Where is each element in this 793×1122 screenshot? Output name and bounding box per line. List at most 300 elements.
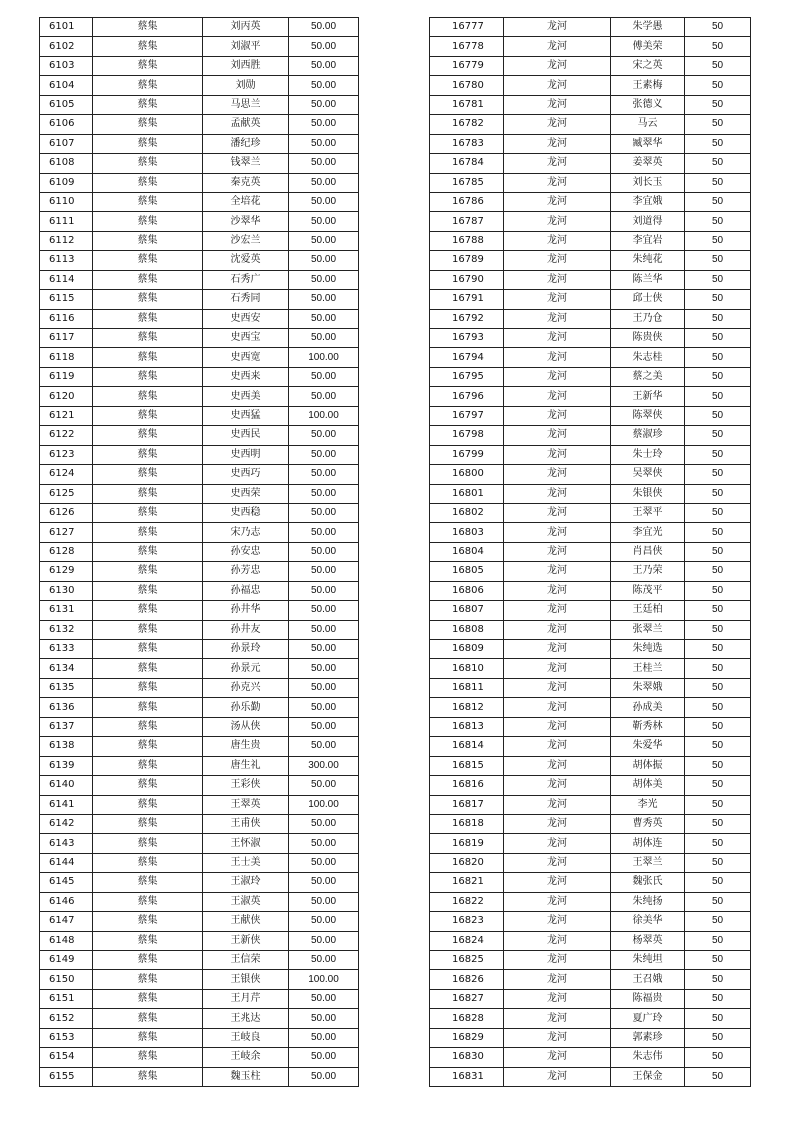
amount-cell: 50.00 [289, 231, 359, 250]
village-cell: 蔡集 [93, 620, 203, 639]
table-row [40, 465, 359, 484]
row-id-cell: 16810 [430, 659, 504, 678]
row-id-cell: 6108 [40, 154, 93, 173]
row-id-cell: 16815 [430, 756, 504, 775]
name-cell: 王信荣 [203, 951, 289, 970]
row-id-cell: 16814 [430, 737, 504, 756]
table-row [430, 426, 751, 445]
village-cell: 蔡集 [93, 1009, 203, 1028]
name-cell: 胡体连 [611, 834, 685, 853]
name-cell: 王桂兰 [611, 659, 685, 678]
amount-cell: 50 [685, 640, 751, 659]
table-row [430, 484, 751, 503]
name-cell: 孙井华 [203, 601, 289, 620]
village-cell: 龙河 [504, 834, 611, 853]
village-cell: 蔡集 [93, 542, 203, 561]
village-cell: 龙河 [504, 173, 611, 192]
amount-cell: 50.00 [289, 192, 359, 211]
village-cell: 龙河 [504, 212, 611, 231]
row-id-cell: 6117 [40, 329, 93, 348]
name-cell: 陈茂平 [611, 581, 685, 600]
amount-cell: 50 [685, 134, 751, 153]
name-cell: 王彩侠 [203, 776, 289, 795]
row-id-cell: 6132 [40, 620, 93, 639]
amount-cell: 50.00 [289, 173, 359, 192]
amount-cell: 50.00 [289, 717, 359, 736]
name-cell: 蔡淑珍 [611, 426, 685, 445]
village-cell: 蔡集 [93, 192, 203, 211]
amount-cell: 50.00 [289, 251, 359, 270]
amount-cell: 50 [685, 814, 751, 833]
amount-cell: 50.00 [289, 581, 359, 600]
name-cell: 王献侠 [203, 912, 289, 931]
table-row [430, 192, 751, 211]
row-id-cell: 6151 [40, 989, 93, 1008]
table-row [430, 562, 751, 581]
village-cell: 龙河 [504, 931, 611, 950]
row-id-cell: 6137 [40, 717, 93, 736]
amount-cell: 50 [685, 892, 751, 911]
table-row [430, 212, 751, 231]
amount-cell: 50 [685, 329, 751, 348]
village-cell: 龙河 [504, 37, 611, 56]
amount-cell: 50 [685, 581, 751, 600]
village-cell: 蔡集 [93, 659, 203, 678]
table-row [40, 892, 359, 911]
row-id-cell: 16798 [430, 426, 504, 445]
village-cell: 蔡集 [93, 640, 203, 659]
table-row [40, 231, 359, 250]
table-row [430, 640, 751, 659]
name-cell: 王廷柏 [611, 601, 685, 620]
name-cell: 孙乐勤 [203, 698, 289, 717]
name-cell: 曹秀英 [611, 814, 685, 833]
table-row [430, 154, 751, 173]
village-cell: 蔡集 [93, 173, 203, 192]
amount-cell: 50.00 [289, 873, 359, 892]
row-id-cell: 6131 [40, 601, 93, 620]
village-cell: 蔡集 [93, 37, 203, 56]
amount-cell: 50.00 [289, 698, 359, 717]
table-row [40, 873, 359, 892]
amount-cell: 50.00 [289, 387, 359, 406]
village-cell: 龙河 [504, 1067, 611, 1086]
name-cell: 刘丙英 [203, 18, 289, 37]
table-row [40, 445, 359, 464]
table-row [430, 951, 751, 970]
amount-cell: 50 [685, 756, 751, 775]
amount-cell: 50 [685, 406, 751, 425]
table-row [40, 329, 359, 348]
table-row [40, 698, 359, 717]
row-id-cell: 16812 [430, 698, 504, 717]
amount-cell: 50 [685, 484, 751, 503]
amount-cell: 50 [685, 717, 751, 736]
row-id-cell: 6104 [40, 76, 93, 95]
row-id-cell: 16800 [430, 465, 504, 484]
table-row [40, 76, 359, 95]
amount-cell: 50.00 [289, 640, 359, 659]
row-id-cell: 6119 [40, 367, 93, 386]
table-row [40, 970, 359, 989]
table-row [430, 115, 751, 134]
village-cell: 蔡集 [93, 329, 203, 348]
table-row [430, 737, 751, 756]
amount-cell: 50 [685, 270, 751, 289]
table-row [40, 309, 359, 328]
table-row [430, 698, 751, 717]
amount-cell: 50.00 [289, 737, 359, 756]
amount-cell: 50.00 [289, 853, 359, 872]
amount-cell: 50.00 [289, 134, 359, 153]
row-id-cell: 16786 [430, 192, 504, 211]
row-id-cell: 16831 [430, 1067, 504, 1086]
table-row [430, 542, 751, 561]
amount-cell: 50 [685, 1028, 751, 1047]
village-cell: 蔡集 [93, 231, 203, 250]
table-row [40, 367, 359, 386]
amount-cell: 300.00 [289, 756, 359, 775]
village-cell: 蔡集 [93, 989, 203, 1008]
name-cell: 王乃仓 [611, 309, 685, 328]
table-row [430, 620, 751, 639]
name-cell: 刘勋 [203, 76, 289, 95]
table-row [40, 154, 359, 173]
row-id-cell: 16830 [430, 1048, 504, 1067]
amount-cell: 50.00 [289, 601, 359, 620]
table-row [40, 95, 359, 114]
row-id-cell: 6109 [40, 173, 93, 192]
name-cell: 钱翠兰 [203, 154, 289, 173]
amount-cell: 50.00 [289, 1009, 359, 1028]
name-cell: 沙宏兰 [203, 231, 289, 250]
village-cell: 龙河 [504, 192, 611, 211]
row-id-cell: 6138 [40, 737, 93, 756]
table-row [40, 659, 359, 678]
village-cell: 龙河 [504, 270, 611, 289]
village-cell: 蔡集 [93, 795, 203, 814]
village-cell: 蔡集 [93, 1028, 203, 1047]
village-cell: 蔡集 [93, 581, 203, 600]
amount-cell: 50.00 [289, 426, 359, 445]
row-id-cell: 16816 [430, 776, 504, 795]
village-cell: 龙河 [504, 951, 611, 970]
row-id-cell: 16794 [430, 348, 504, 367]
name-cell: 杨翠英 [611, 931, 685, 950]
village-cell: 蔡集 [93, 251, 203, 270]
amount-cell: 50.00 [289, 212, 359, 231]
amount-cell: 50 [685, 76, 751, 95]
name-cell: 王新华 [611, 387, 685, 406]
village-cell: 龙河 [504, 251, 611, 270]
amount-cell: 50 [685, 426, 751, 445]
name-cell: 陈贵侠 [611, 329, 685, 348]
row-id-cell: 16804 [430, 542, 504, 561]
village-cell: 蔡集 [93, 912, 203, 931]
amount-cell: 50 [685, 95, 751, 114]
amount-cell: 50 [685, 737, 751, 756]
amount-cell: 50 [685, 251, 751, 270]
table-row [430, 1048, 751, 1067]
name-cell: 陈福贵 [611, 989, 685, 1008]
village-cell: 蔡集 [93, 776, 203, 795]
amount-cell: 50.00 [289, 484, 359, 503]
village-cell: 龙河 [504, 76, 611, 95]
table-row [430, 76, 751, 95]
name-cell: 唐生礼 [203, 756, 289, 775]
table-row [40, 989, 359, 1008]
name-cell: 唐生贵 [203, 737, 289, 756]
table-row [40, 640, 359, 659]
name-cell: 史西美 [203, 387, 289, 406]
name-cell: 王翠平 [611, 503, 685, 522]
table-row [430, 56, 751, 75]
amount-cell: 50 [685, 562, 751, 581]
name-cell: 陈翠侠 [611, 406, 685, 425]
table-row [40, 601, 359, 620]
village-cell: 龙河 [504, 542, 611, 561]
name-cell: 朱纯扬 [611, 892, 685, 911]
name-cell: 王新侠 [203, 931, 289, 950]
name-cell: 王甫侠 [203, 814, 289, 833]
amount-cell: 50 [685, 970, 751, 989]
village-cell: 龙河 [504, 659, 611, 678]
row-id-cell: 16803 [430, 523, 504, 542]
amount-cell: 100.00 [289, 406, 359, 425]
name-cell: 朱志桂 [611, 348, 685, 367]
amount-cell: 50 [685, 18, 751, 37]
name-cell: 潘纪珍 [203, 134, 289, 153]
row-id-cell: 16819 [430, 834, 504, 853]
row-id-cell: 6153 [40, 1028, 93, 1047]
village-cell: 蔡集 [93, 1067, 203, 1086]
village-cell: 蔡集 [93, 1048, 203, 1067]
table-row [40, 134, 359, 153]
table-row [430, 445, 751, 464]
village-cell: 龙河 [504, 1048, 611, 1067]
row-id-cell: 6113 [40, 251, 93, 270]
table-row [40, 523, 359, 542]
village-cell: 龙河 [504, 737, 611, 756]
row-id-cell: 16784 [430, 154, 504, 173]
amount-cell: 50 [685, 620, 751, 639]
village-cell: 龙河 [504, 620, 611, 639]
table-row [430, 931, 751, 950]
village-cell: 龙河 [504, 853, 611, 872]
table-row [430, 270, 751, 289]
table-row [40, 18, 359, 37]
row-id-cell: 16809 [430, 640, 504, 659]
amount-cell: 50 [685, 348, 751, 367]
name-cell: 刘道得 [611, 212, 685, 231]
name-cell: 靳秀林 [611, 717, 685, 736]
row-id-cell: 6121 [40, 406, 93, 425]
amount-cell: 50 [685, 912, 751, 931]
name-cell: 臧翠华 [611, 134, 685, 153]
table-row [40, 912, 359, 931]
name-cell: 朱纯坦 [611, 951, 685, 970]
village-cell: 龙河 [504, 406, 611, 425]
name-cell: 郭素珍 [611, 1028, 685, 1047]
row-id-cell: 6135 [40, 678, 93, 697]
amount-cell: 50.00 [289, 18, 359, 37]
village-cell: 蔡集 [93, 115, 203, 134]
row-id-cell: 16820 [430, 853, 504, 872]
row-id-cell: 16827 [430, 989, 504, 1008]
row-id-cell: 6126 [40, 503, 93, 522]
right-ledger-table [429, 17, 751, 1087]
amount-cell: 50 [685, 834, 751, 853]
village-cell: 龙河 [504, 581, 611, 600]
amount-cell: 50 [685, 776, 751, 795]
amount-cell: 50.00 [289, 115, 359, 134]
table-row [40, 853, 359, 872]
table-row [430, 95, 751, 114]
name-cell: 史西来 [203, 367, 289, 386]
amount-cell: 50.00 [289, 542, 359, 561]
amount-cell: 50 [685, 931, 751, 950]
row-id-cell: 16822 [430, 892, 504, 911]
table-row [430, 970, 751, 989]
village-cell: 蔡集 [93, 154, 203, 173]
amount-cell: 50 [685, 56, 751, 75]
village-cell: 龙河 [504, 387, 611, 406]
village-cell: 龙河 [504, 18, 611, 37]
row-id-cell: 16821 [430, 873, 504, 892]
row-id-cell: 16780 [430, 76, 504, 95]
village-cell: 龙河 [504, 717, 611, 736]
row-id-cell: 16813 [430, 717, 504, 736]
name-cell: 刘淑平 [203, 37, 289, 56]
table-row [430, 231, 751, 250]
amount-cell: 50 [685, 445, 751, 464]
table-row [430, 989, 751, 1008]
amount-cell: 50 [685, 465, 751, 484]
name-cell: 石秀广 [203, 270, 289, 289]
row-id-cell: 6120 [40, 387, 93, 406]
village-cell: 蔡集 [93, 970, 203, 989]
row-id-cell: 6130 [40, 581, 93, 600]
table-row [40, 290, 359, 309]
row-id-cell: 6136 [40, 698, 93, 717]
name-cell: 宋之英 [611, 56, 685, 75]
village-cell: 蔡集 [93, 290, 203, 309]
name-cell: 王士美 [203, 853, 289, 872]
village-cell: 龙河 [504, 601, 611, 620]
amount-cell: 50.00 [289, 951, 359, 970]
name-cell: 李宜娥 [611, 192, 685, 211]
name-cell: 史西民 [203, 426, 289, 445]
table-row [40, 173, 359, 192]
village-cell: 蔡集 [93, 756, 203, 775]
row-id-cell: 6134 [40, 659, 93, 678]
table-row [40, 1067, 359, 1086]
row-id-cell: 16789 [430, 251, 504, 270]
name-cell: 邱士侠 [611, 290, 685, 309]
table-row [430, 290, 751, 309]
amount-cell: 50 [685, 115, 751, 134]
amount-cell: 50 [685, 698, 751, 717]
amount-cell: 50 [685, 523, 751, 542]
table-row [40, 192, 359, 211]
village-cell: 蔡集 [93, 834, 203, 853]
row-id-cell: 16782 [430, 115, 504, 134]
row-id-cell: 16823 [430, 912, 504, 931]
name-cell: 胡体振 [611, 756, 685, 775]
table-row [40, 717, 359, 736]
row-id-cell: 16826 [430, 970, 504, 989]
name-cell: 胡体美 [611, 776, 685, 795]
row-id-cell: 16787 [430, 212, 504, 231]
table-row [430, 873, 751, 892]
table-row [430, 834, 751, 853]
amount-cell: 50.00 [289, 989, 359, 1008]
village-cell: 龙河 [504, 309, 611, 328]
row-id-cell: 6105 [40, 95, 93, 114]
row-id-cell: 16825 [430, 951, 504, 970]
left-ledger-table [39, 17, 359, 1087]
row-id-cell: 16811 [430, 678, 504, 697]
village-cell: 龙河 [504, 970, 611, 989]
name-cell: 孙福忠 [203, 581, 289, 600]
name-cell: 朱银侠 [611, 484, 685, 503]
village-cell: 龙河 [504, 814, 611, 833]
row-id-cell: 6152 [40, 1009, 93, 1028]
row-id-cell: 6148 [40, 931, 93, 950]
row-id-cell: 6139 [40, 756, 93, 775]
row-id-cell: 16808 [430, 620, 504, 639]
amount-cell: 50 [685, 387, 751, 406]
table-row [40, 776, 359, 795]
table-row [40, 951, 359, 970]
name-cell: 史西猛 [203, 406, 289, 425]
name-cell: 史西安 [203, 309, 289, 328]
table-row [430, 1028, 751, 1047]
village-cell: 蔡集 [93, 523, 203, 542]
table-row [40, 406, 359, 425]
village-cell: 蔡集 [93, 503, 203, 522]
name-cell: 朱纯选 [611, 640, 685, 659]
row-id-cell: 6101 [40, 18, 93, 37]
row-id-cell: 16788 [430, 231, 504, 250]
row-id-cell: 6143 [40, 834, 93, 853]
row-id-cell: 16802 [430, 503, 504, 522]
row-id-cell: 6102 [40, 37, 93, 56]
row-id-cell: 6106 [40, 115, 93, 134]
village-cell: 蔡集 [93, 873, 203, 892]
row-id-cell: 6142 [40, 814, 93, 833]
village-cell: 蔡集 [93, 737, 203, 756]
village-cell: 龙河 [504, 776, 611, 795]
table-row [430, 659, 751, 678]
name-cell: 宋乃志 [203, 523, 289, 542]
amount-cell: 50.00 [289, 1028, 359, 1047]
amount-cell: 50 [685, 659, 751, 678]
row-id-cell: 16793 [430, 329, 504, 348]
table-row [40, 387, 359, 406]
name-cell: 朱翠娥 [611, 678, 685, 697]
table-row [430, 1009, 751, 1028]
village-cell: 蔡集 [93, 212, 203, 231]
village-cell: 蔡集 [93, 484, 203, 503]
row-id-cell: 6124 [40, 465, 93, 484]
table-row [430, 1067, 751, 1086]
table-row [40, 37, 359, 56]
row-id-cell: 6112 [40, 231, 93, 250]
amount-cell: 50.00 [289, 912, 359, 931]
table-row [40, 270, 359, 289]
table-row [40, 737, 359, 756]
